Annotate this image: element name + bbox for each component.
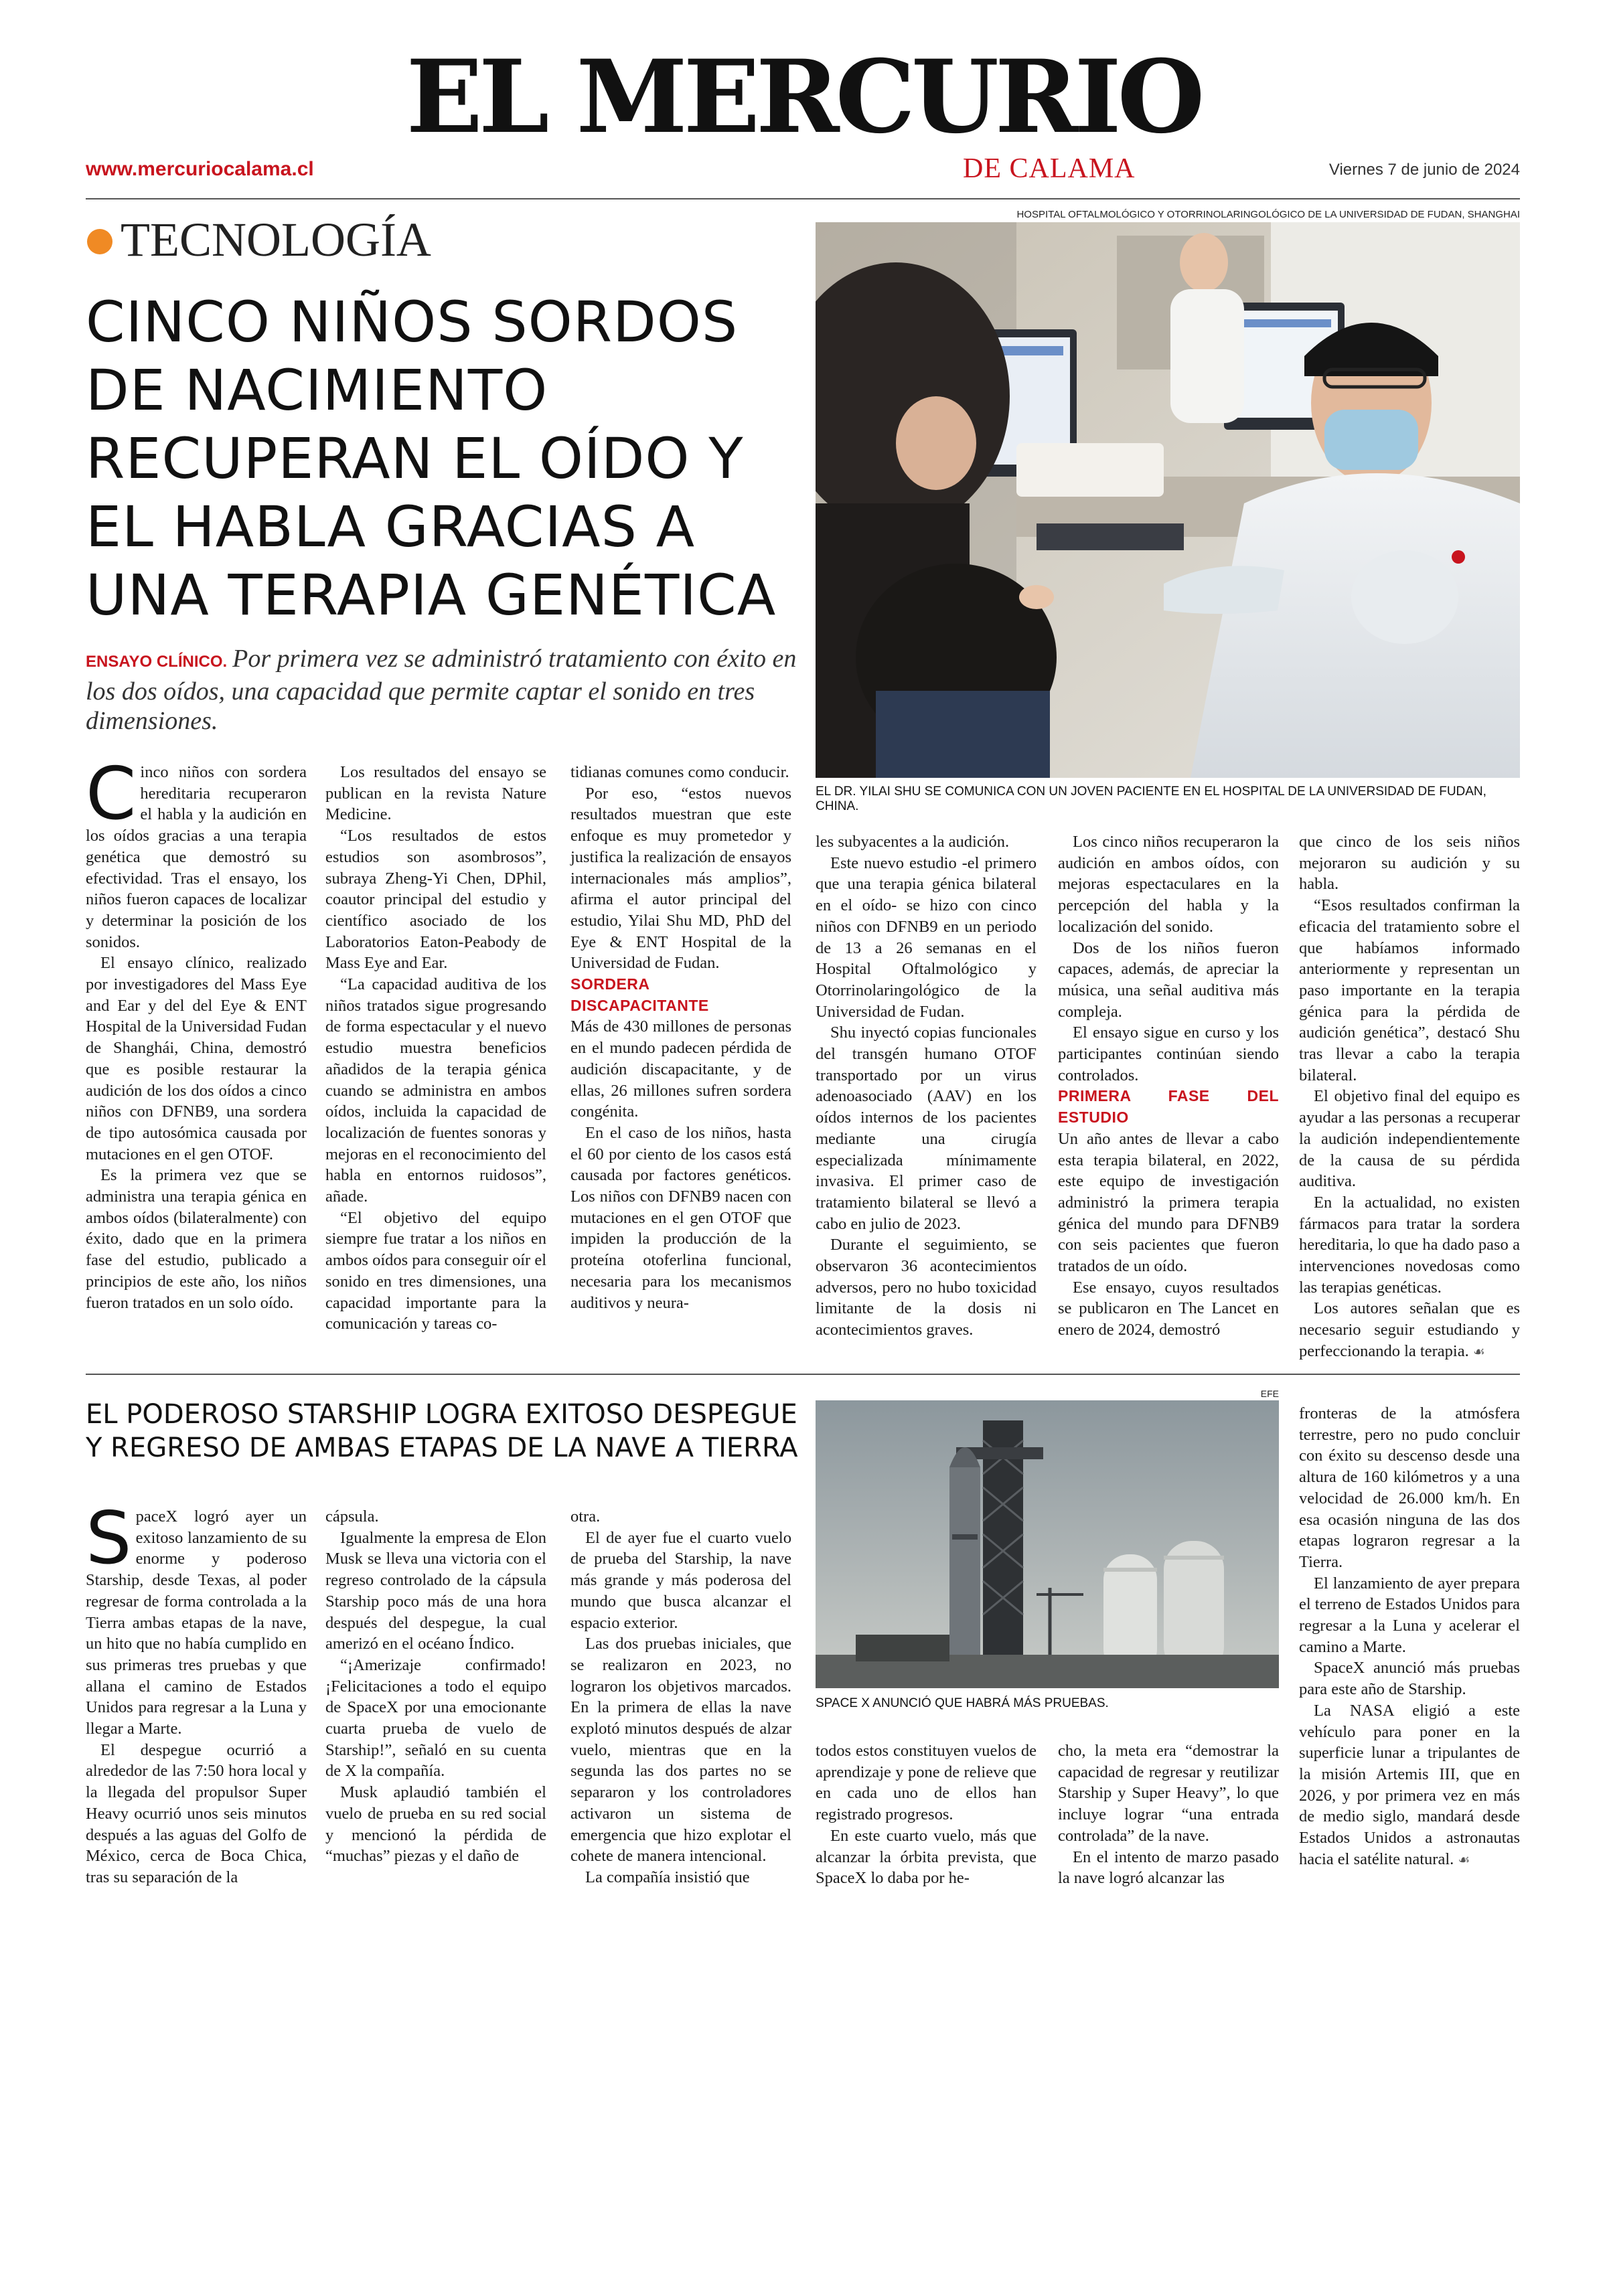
article1-column-3 [570, 762, 791, 1313]
end-mark-icon: ☙ [1458, 1851, 1470, 1868]
paragraph: El lanzamiento de ayer prepara el terreno de Estados Unidos para regresar a la Luna y acelerar el camino a Marte. [1299, 1574, 1520, 1656]
paragraph: Dos de los niños fueron capaces, además, de apreciar la música, una señal auditiva más compleja. [1058, 938, 1279, 1021]
article2-column-1 [86, 1497, 307, 1888]
section-label: TECNOLOGÍA [121, 213, 431, 266]
issue-date: Viernes 7 de junio de 2024 [1328, 161, 1520, 179]
paragraph: “¡Amerizaje confirmado! ¡Felicitaciones a todo el equipo de SpaceX por una emocionante cuarta prueba de vuelo de Starship!”, señaló en su cuenta de X la compañía. [325, 1655, 546, 1781]
end-mark-icon: ☙ [1472, 1343, 1485, 1360]
photo1-credit: HOSPITAL OFTALMOLÓGICO Y OTORRINOLARINGOLÓGICO DE LA UNIVERSIDAD DE FUDAN, SHANGHAI [1016, 209, 1520, 220]
paragraph: cápsula. [325, 1507, 379, 1526]
deck-label: ENSAYO CLÍNICO. [86, 653, 228, 671]
article1-column-1 [86, 752, 307, 1313]
paragraph: El ensayo clínico, realizado por investigadores del Mass Eye and Ear y del del Eye & ENT Hospital de la Universidad Fudan de Shanghái, China, demostró que es posible restaurar la audición de los dos oídos a cinco niños con DFNB9, una sordera de tipo autosómica causada por mutaciones en el gen OTOF. [86, 954, 307, 1163]
paragraph-text: Los autores señalan que es necesario seguir estudiando y perfeccionando la terapia. [1299, 1299, 1520, 1360]
paragraph: El ensayo sigue en curso y los participantes continúan siendo controlados. [1058, 1023, 1279, 1084]
paragraph: “Los resultados de estos estudios son asombrosos”, subraya Zheng-Yi Chen, DPhil, coautor principal del estudio y científico asociado de los Laboratorios Eaton-Peabody de Mass Eye and Ear. [325, 827, 546, 973]
subhead-primera-fase: PRIMERA FASE DEL ESTUDIO [1058, 1087, 1279, 1127]
masthead-subtitle: DE CALAMA [963, 153, 1136, 184]
paragraph: Las dos pruebas iniciales, que se realizaron en 2023, no lograron los objetivos marcados. En la primera de ellas la nave explotó minutos después de alzar vuelo, mientras que en la segunda las dos partes no se separaron y los controladores activaron un sistema de emergencia que hizo explotar el cohete de manera intencional. [570, 1635, 791, 1866]
paragraph: “Esos resultados confirman la eficacia del tratamiento sobre el que habíamos informado anteriormente y representan un paso importante en la terapia génica para la pérdida de audición genética”, destacó Shu tras llevar a cabo la terapia bilateral. [1299, 896, 1520, 1084]
article2-column-3 [570, 1506, 791, 1888]
paragraph: inco niños con sordera hereditaria recuperaron el habla y la audición en los oídos gracias a una terapia genética que demostró su efectividad. Tras el ensayo, los niños fueron capaces de localizar y determinar la posición de los sonidos. [86, 763, 307, 951]
paragraph: Un año antes de llevar a cabo esta terapia bilateral, en 2022, este equipo de investigación administró la primera terapia génica del mundo para DFNB9 con seis pacientes que fueron tratados de un oído. [1058, 1129, 1279, 1276]
paragraph: El objetivo final del equipo es ayudar a las personas a recuperar la audición independientemente de la causa de su pérdida auditiva. [1299, 1087, 1520, 1191]
deck-text: Por primera vez se administró tratamiento con éxito en los dos oídos, una capacidad que permite captar el sonido en tres dimensiones. [86, 645, 797, 735]
paragraph: SpaceX anunció más pruebas para este año de Starship. [1299, 1659, 1520, 1699]
paragraph: La compañía insistió que [585, 1868, 750, 1886]
photo2-credit: EFE [1260, 1388, 1279, 1399]
paragraph: que cinco de los seis niños mejoraron su audición y su habla. [1299, 833, 1520, 894]
paragraph: “El objetivo del equipo siempre fue tratar a los niños en ambos oídos para conseguir oír el sonido en tres dimensiones, una capacidad importante para la comunicación y tareas co- [325, 1208, 546, 1333]
photo-starship-illustration [816, 1400, 1279, 1688]
paragraph: cho, la meta era “demostrar la capacidad de regresar y reutilizar Starship y Super Heavy”, lo que incluye lograr “una entrada controlada” de la nave. [1058, 1742, 1279, 1845]
article2-column-6 [1299, 1403, 1520, 1870]
paragraph: Los resultados del ensayo se publican en la revista Nature Medicine. [325, 763, 546, 824]
paragraph: Es la primera vez que se administra una terapia génica en ambos oídos (bilateralmente) con éxito, dado que en la primera fase del estudio, publicado a principios de este año, los niños fueron tratados en un solo oído. [86, 1166, 307, 1312]
article2-column-4 [816, 1740, 1037, 1889]
paragraph: tidianas comunes como conducir. [570, 763, 789, 781]
paragraph: El de ayer fue el cuarto vuelo de prueba del Starship, la nave más grande y más poderosa del mundo que busca alcanzar el espacio exterior. [570, 1528, 791, 1632]
section-dot-icon [87, 229, 112, 254]
paragraph: paceX logró ayer un exitoso lanzamiento de su enorme y poderoso Starship, desde Texas, al poder regresar de forma controlada a la Tierra ambas etapas de la nave, un hito que no había cumplido en sus primeras tres pruebas y que allana el camino de Estados Unidos para regresar a la Luna y llegar a Marte. [86, 1507, 307, 1738]
paragraph: Shu inyectó copias funcionales del transgén humano OTOF transportado por un virus adenoasociado (AAV) en los oídos internos de los pacientes mediante una cirugía especializada mínimamente invasiva. El primer caso de tratamiento bilateral se llevó a cabo en julio de 2023. [816, 1023, 1037, 1233]
paragraph: Igualmente la empresa de Elon Musk se lleva una victoria con el regreso controlado de la cápsula Starship poco más de una hora después del despegue, la cual amerizó en el océano Índico. [325, 1528, 546, 1653]
article1-column-4 [816, 831, 1037, 1341]
paragraph-text: La NASA eligió a este vehículo para poner en la superficie lunar a tripulantes de la misión Artemis III, que en 2026, y por primera vez en más de medio siglo, mandará desde Estados Unidos a astronautas hacia el satélite natural. [1299, 1701, 1520, 1868]
paragraph: Por eso, “estos nuevos resultados muestran que este enfoque es muy prometedor y justifica la realización de ensayos internacionales más amplios”, afirma el autor principal del estudio, Yilai Shu MD, PhD del Eye & ENT Hospital de la Universidad de Fudan. [570, 784, 791, 973]
photo-doctor-illustration [816, 222, 1520, 778]
dropcap: C [86, 752, 137, 836]
article1-column-6 [1299, 831, 1520, 1363]
website-link[interactable]: www.mercuriocalama.cl [86, 158, 314, 180]
photo1-caption: EL DR. YILAI SHU SE COMUNICA CON UN JOVEN PACIENTE EN EL HOSPITAL DE LA UNIVERSIDAD DE FUDAN, CHINA. [816, 785, 1486, 813]
paragraph [1299, 1298, 1520, 1362]
photo-starship-launchpad [816, 1400, 1279, 1688]
paragraph: otra. [570, 1507, 601, 1526]
paragraph: Durante el seguimiento, se observaron 36 acontecimientos adversos, pero no hubo toxicidad limitante de la dosis ni acontecimientos graves. [816, 1236, 1037, 1339]
photo2-caption: SPACE X ANUNCIÓ QUE HABRÁ MÁS PRUEBAS. [816, 1696, 1109, 1710]
paragraph: En el intento de marzo pasado la nave logró alcanzar las [1058, 1848, 1279, 1888]
paragraph: Ese ensayo, cuyos resultados se publicaron en The Lancet en enero de 2024, demostró [1058, 1278, 1279, 1339]
paragraph: Musk aplaudió también el vuelo de prueba en su red social y mencionó la pérdida de “muchas” piezas y el daño de [325, 1783, 546, 1866]
paragraph: En la actualidad, no existen fármacos para tratar la sordera hereditaria, lo que ha dado paso a intervenciones novedosas como las terapias genéticas. [1299, 1193, 1520, 1297]
paragraph: “La capacidad auditiva de los niños tratados sigue progresando de forma espectacular y el nuevo estudio muestra beneficios añadidos de la terapia génica cuando se administra en ambos oídos, incluida la capacidad de localización de fuentes sonoras y mejoras en el reconocimiento del habla en entornos ruidosos”, añade. [325, 975, 546, 1206]
paragraph: Más de 430 millones de personas en el mundo padecen pérdida de audición discapacitante, y de ellas, 26 millones sufren sordera congénita. [570, 1017, 791, 1121]
paragraph: fronteras de la atmósfera terrestre, pero no pudo concluir con éxito su descenso desde una altura de 160 kilómetros y a una velocidad de 26.000 km/h. En esa ocasión ninguna de las dos etapas lograron regresar a la Tierra. [1299, 1404, 1520, 1571]
paragraph: Los cinco niños recuperaron la audición en ambos oídos, con mejoras espectaculares en la percepción del habla y la localización del sonido. [1058, 833, 1279, 936]
paragraph: todos estos constituyen vuelos de aprendizaje y pone de relieve que en cada uno de ellos han registrado progresos. [816, 1742, 1037, 1824]
paragraph: les subyacentes a la audición. [816, 833, 1010, 851]
article1-column-2 [325, 762, 546, 1335]
article-divider [86, 1374, 1520, 1375]
photo-doctor-with-child [816, 222, 1520, 778]
dropcap: S [86, 1497, 132, 1580]
article1-column-5 [1058, 831, 1279, 1341]
article2-column-5 [1058, 1740, 1279, 1889]
article2-column-2 [325, 1506, 546, 1867]
paragraph: Este nuevo estudio -el primero que una terapia génica bilateral en el oído- se hizo con cinco niños con DFNB9 en un periodo de 13 a 26 semanas en el Hospital Oftalmológico y Otorrinolaringológico de la Universidad de Fudan. [816, 853, 1037, 1021]
article2-headline: EL PODEROSO STARSHIP LOGRA EXITOSO DESPEGUE Y REGRESO DE AMBAS ETAPAS DE LA NAVE A TIERRA [86, 1399, 798, 1463]
article1-headline: CINCO NIÑOS SORDOS DE NACIMIENTO RECUPERAN EL OÍDO Y EL HABLA GRACIAS A UNA TERAPIA GENÉTICA [86, 289, 777, 628]
paragraph [1299, 1700, 1520, 1871]
top-divider [86, 198, 1520, 199]
paragraph: En el caso de los niños, hasta el 60 por ciento de los casos está causada por factores genéticos. Los niños con DFNB9 nacen con mutaciones en el gen OTOF que impiden la producción de la proteína otoferlina funcional, necesaria para los mecanismos auditivos y neura- [570, 1123, 791, 1312]
paragraph: El despegue ocurrió a alrededor de las 7:50 hora local y la llegada del propulsor Super Heavy ocurrió unos seis minutos después a las aguas del Golfo de México, cerca de Boca Chica, tras su separación de la [86, 1740, 307, 1886]
article1-deck [86, 644, 802, 736]
masthead-title: EL MERCURIO [406, 38, 1201, 156]
paragraph: En este cuarto vuelo, más que alcanzar la órbita prevista, que SpaceX lo daba por he- [816, 1826, 1037, 1888]
subhead-sordera: SORDERA DISCAPACITANTE [570, 975, 709, 1014]
